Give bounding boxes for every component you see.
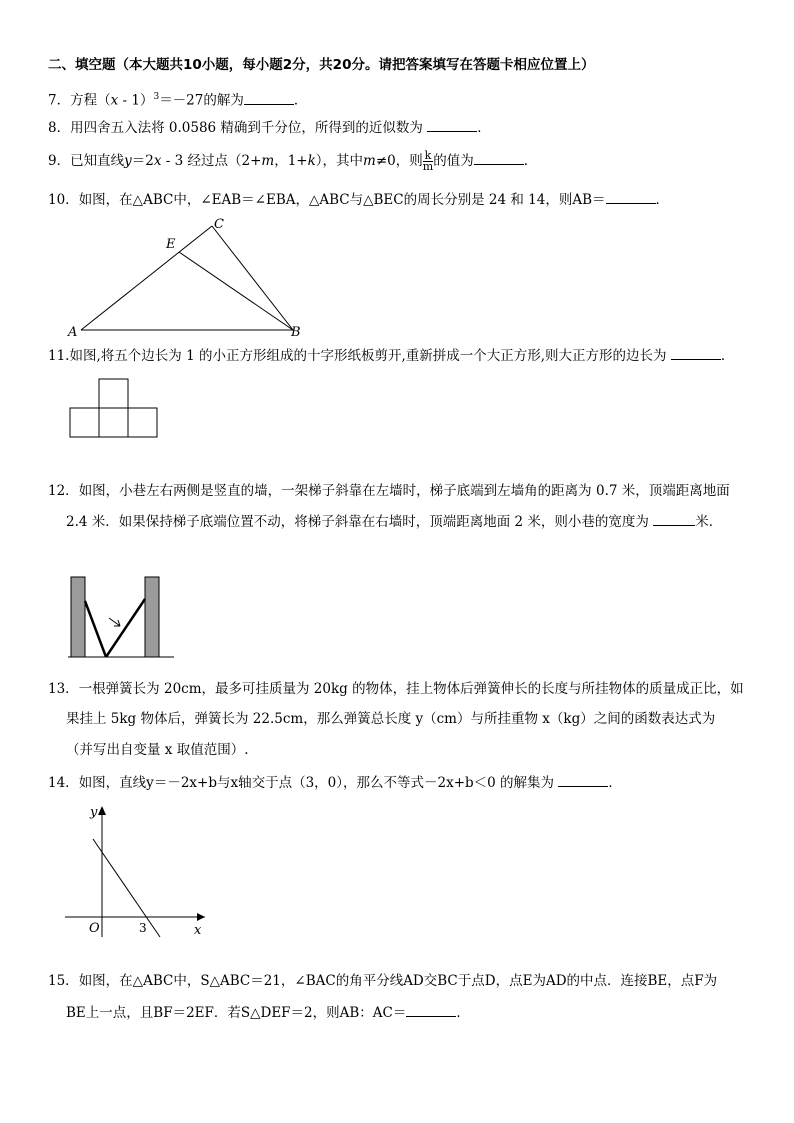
q15-line2: BE上一点，且BF＝2EF．若S△DEF＝2，则AB：AC＝: [66, 1005, 407, 1021]
q11-square-center: [99, 408, 128, 437]
q14-label-origin: O: [89, 921, 100, 936]
q9-frac-numerator: k: [424, 149, 432, 162]
q9-answer-blank[interactable]: [474, 150, 524, 165]
q10-triangle-figure: [60, 212, 320, 342]
q7-end: ．: [293, 92, 308, 109]
q9-frac-denominator: m: [422, 160, 434, 173]
q12-right-wall: [145, 577, 159, 657]
question-13-line-3: [66, 740, 249, 760]
q14-graph-figure: [60, 802, 220, 942]
q9-t1: 已知直线: [70, 153, 125, 169]
question-10: [48, 189, 669, 210]
q9-var-x: x: [153, 153, 162, 169]
q11-cross-figure: [68, 378, 190, 440]
q13-line3: （并写出自变量 x 取值范围）.: [66, 742, 249, 758]
q11-square-right: [128, 408, 157, 437]
q9-end: ．: [523, 153, 538, 169]
q12-ladder-right: [106, 599, 145, 657]
q10-answer-blank[interactable]: [606, 189, 656, 204]
q15-end: ．: [456, 1005, 470, 1021]
q9-t6: ≠0，则: [375, 153, 423, 169]
q12-left-wall: [71, 577, 85, 657]
question-12-line-1: [48, 481, 730, 501]
q14-end: ．: [608, 775, 622, 791]
q13-line2: 果挂上 5kg 物体后，弹簧长为 22.5cm，那么弹簧总长度 y（cm）与所挂重物 x（kg）之间的函数表达式为: [66, 711, 716, 727]
q11-square-bottom-wrap: [99, 437, 130, 467]
q14-number: 14．: [48, 775, 79, 791]
q15-answer-blank[interactable]: [406, 1002, 456, 1017]
question-7: [48, 87, 307, 111]
q14-y-arrow-icon: [98, 806, 106, 815]
q14-text: 如图，直线y＝－2x+b与x轴交于点（3，0），那么不等式－2x+b＜0 的解集为: [78, 775, 555, 791]
q8-answer-blank[interactable]: [427, 117, 477, 132]
q10-end: ．: [655, 192, 670, 208]
q8-text: 用四舍五入法将 0.0586 精确到千分位，所得到的近似数为: [70, 120, 423, 136]
q12-line2: 2.4 米．如果保持梯子底端位置不动，将梯子斜靠在右墙时，顶端距离地面 2 米，则小巷的宽度为: [66, 514, 649, 530]
q12-line1: 如图，小巷左右两侧是竖直的墙，一架梯子斜靠在左墙时，梯子底端到左墙角的距离为 0.7 米，顶端距离地面: [78, 483, 730, 499]
q10-side-ac: [81, 226, 212, 330]
q13-line1: 一根弹簧长为 20cm，最多可挂质量为 20kg 的物体，挂上物体后弹簧伸长的长度与所挂物体的质量成正比，如: [78, 681, 744, 697]
q11-end: ．: [720, 348, 735, 364]
question-13-line-1: [48, 679, 744, 699]
q14-x-arrow-icon: [197, 913, 205, 921]
q7-post: ＝－27的解为: [159, 92, 244, 109]
question-13-line-2: [66, 709, 715, 729]
q14-label-y: y: [90, 805, 98, 820]
q15-line1: 如图，在△ABC中，S△ABC＝21，∠BAC的角平分线AD交BC于点D，点E为AD的中点．连接BE，点F为: [78, 973, 718, 989]
q9-t3: - 3 经过点（2+: [161, 153, 262, 169]
q14-label-x: x: [194, 923, 202, 938]
q9-t7: 的值为: [433, 153, 474, 169]
q10-label-e: E: [166, 237, 176, 252]
question-9: [48, 150, 537, 172]
q10-segment-be: [179, 252, 293, 330]
q12-number: 12．: [48, 483, 79, 499]
q11-answer-blank[interactable]: [671, 345, 721, 360]
question-15-line-2: [66, 1002, 470, 1023]
q9-t2: ＝2: [131, 153, 154, 169]
q12-end: 米．: [695, 514, 723, 530]
q10-label-c: C: [214, 217, 224, 232]
q10-text: 如图，在△ABC中，∠EAB＝∠EBA，△ABC与△BEC的周长分别是 24 和 14，则AB＝: [78, 192, 606, 208]
q8-number: 8．: [48, 120, 71, 136]
q9-var-m2: m: [363, 153, 376, 169]
q10-label-a: A: [68, 325, 78, 340]
q9-t4: ，1+: [274, 153, 308, 169]
q10-number: 10．: [48, 192, 79, 208]
q7-var-x: x: [110, 92, 119, 109]
q9-var-m1: m: [261, 153, 275, 169]
q9-t5: ），其中: [315, 153, 364, 169]
question-11: [48, 345, 734, 366]
q10-side-bc: [212, 226, 293, 330]
question-12-line-2: [66, 511, 722, 532]
q15-number: 15．: [48, 973, 79, 989]
q12-arrow-icon: [109, 618, 120, 626]
q8-end: ．: [477, 120, 491, 136]
q14-label-three: 3: [139, 921, 147, 935]
question-14: [48, 772, 622, 793]
q7-exponent: 3: [153, 92, 160, 102]
question-15-line-1: [48, 971, 717, 991]
q11-square-top: [99, 379, 128, 408]
q9-fraction: [423, 151, 433, 172]
q12-answer-blank[interactable]: [653, 511, 695, 526]
q12-ladder-left: [85, 601, 106, 657]
q7-pre: 方程（: [70, 92, 111, 109]
q11-text: 如图,将五个边长为 1 的小正方形组成的十字形纸板剪开,重新拼成一个大正方形,则大正方形的边长为: [69, 348, 667, 364]
q11-number: 11.: [48, 348, 70, 364]
q14-answer-blank[interactable]: [558, 772, 608, 787]
q7-answer-blank[interactable]: [244, 90, 294, 105]
q12-alley-figure: [64, 574, 176, 662]
q10-label-b: B: [291, 325, 301, 340]
question-8: [48, 117, 491, 138]
q9-var-y: y: [124, 153, 132, 169]
q13-number: 13．: [48, 681, 79, 697]
section-header: 二、填空题（本大题共10小题，每小题2分，共20分。请把答案填写在答题卡相应位置上）: [48, 57, 595, 73]
q9-number: 9．: [48, 153, 71, 169]
q11-square-left: [70, 408, 99, 437]
q9-var-k1: k: [307, 153, 316, 169]
q7-mid: - 1）: [118, 92, 154, 109]
q14-line-graph: [93, 839, 160, 937]
q7-number: 7．: [48, 92, 71, 109]
